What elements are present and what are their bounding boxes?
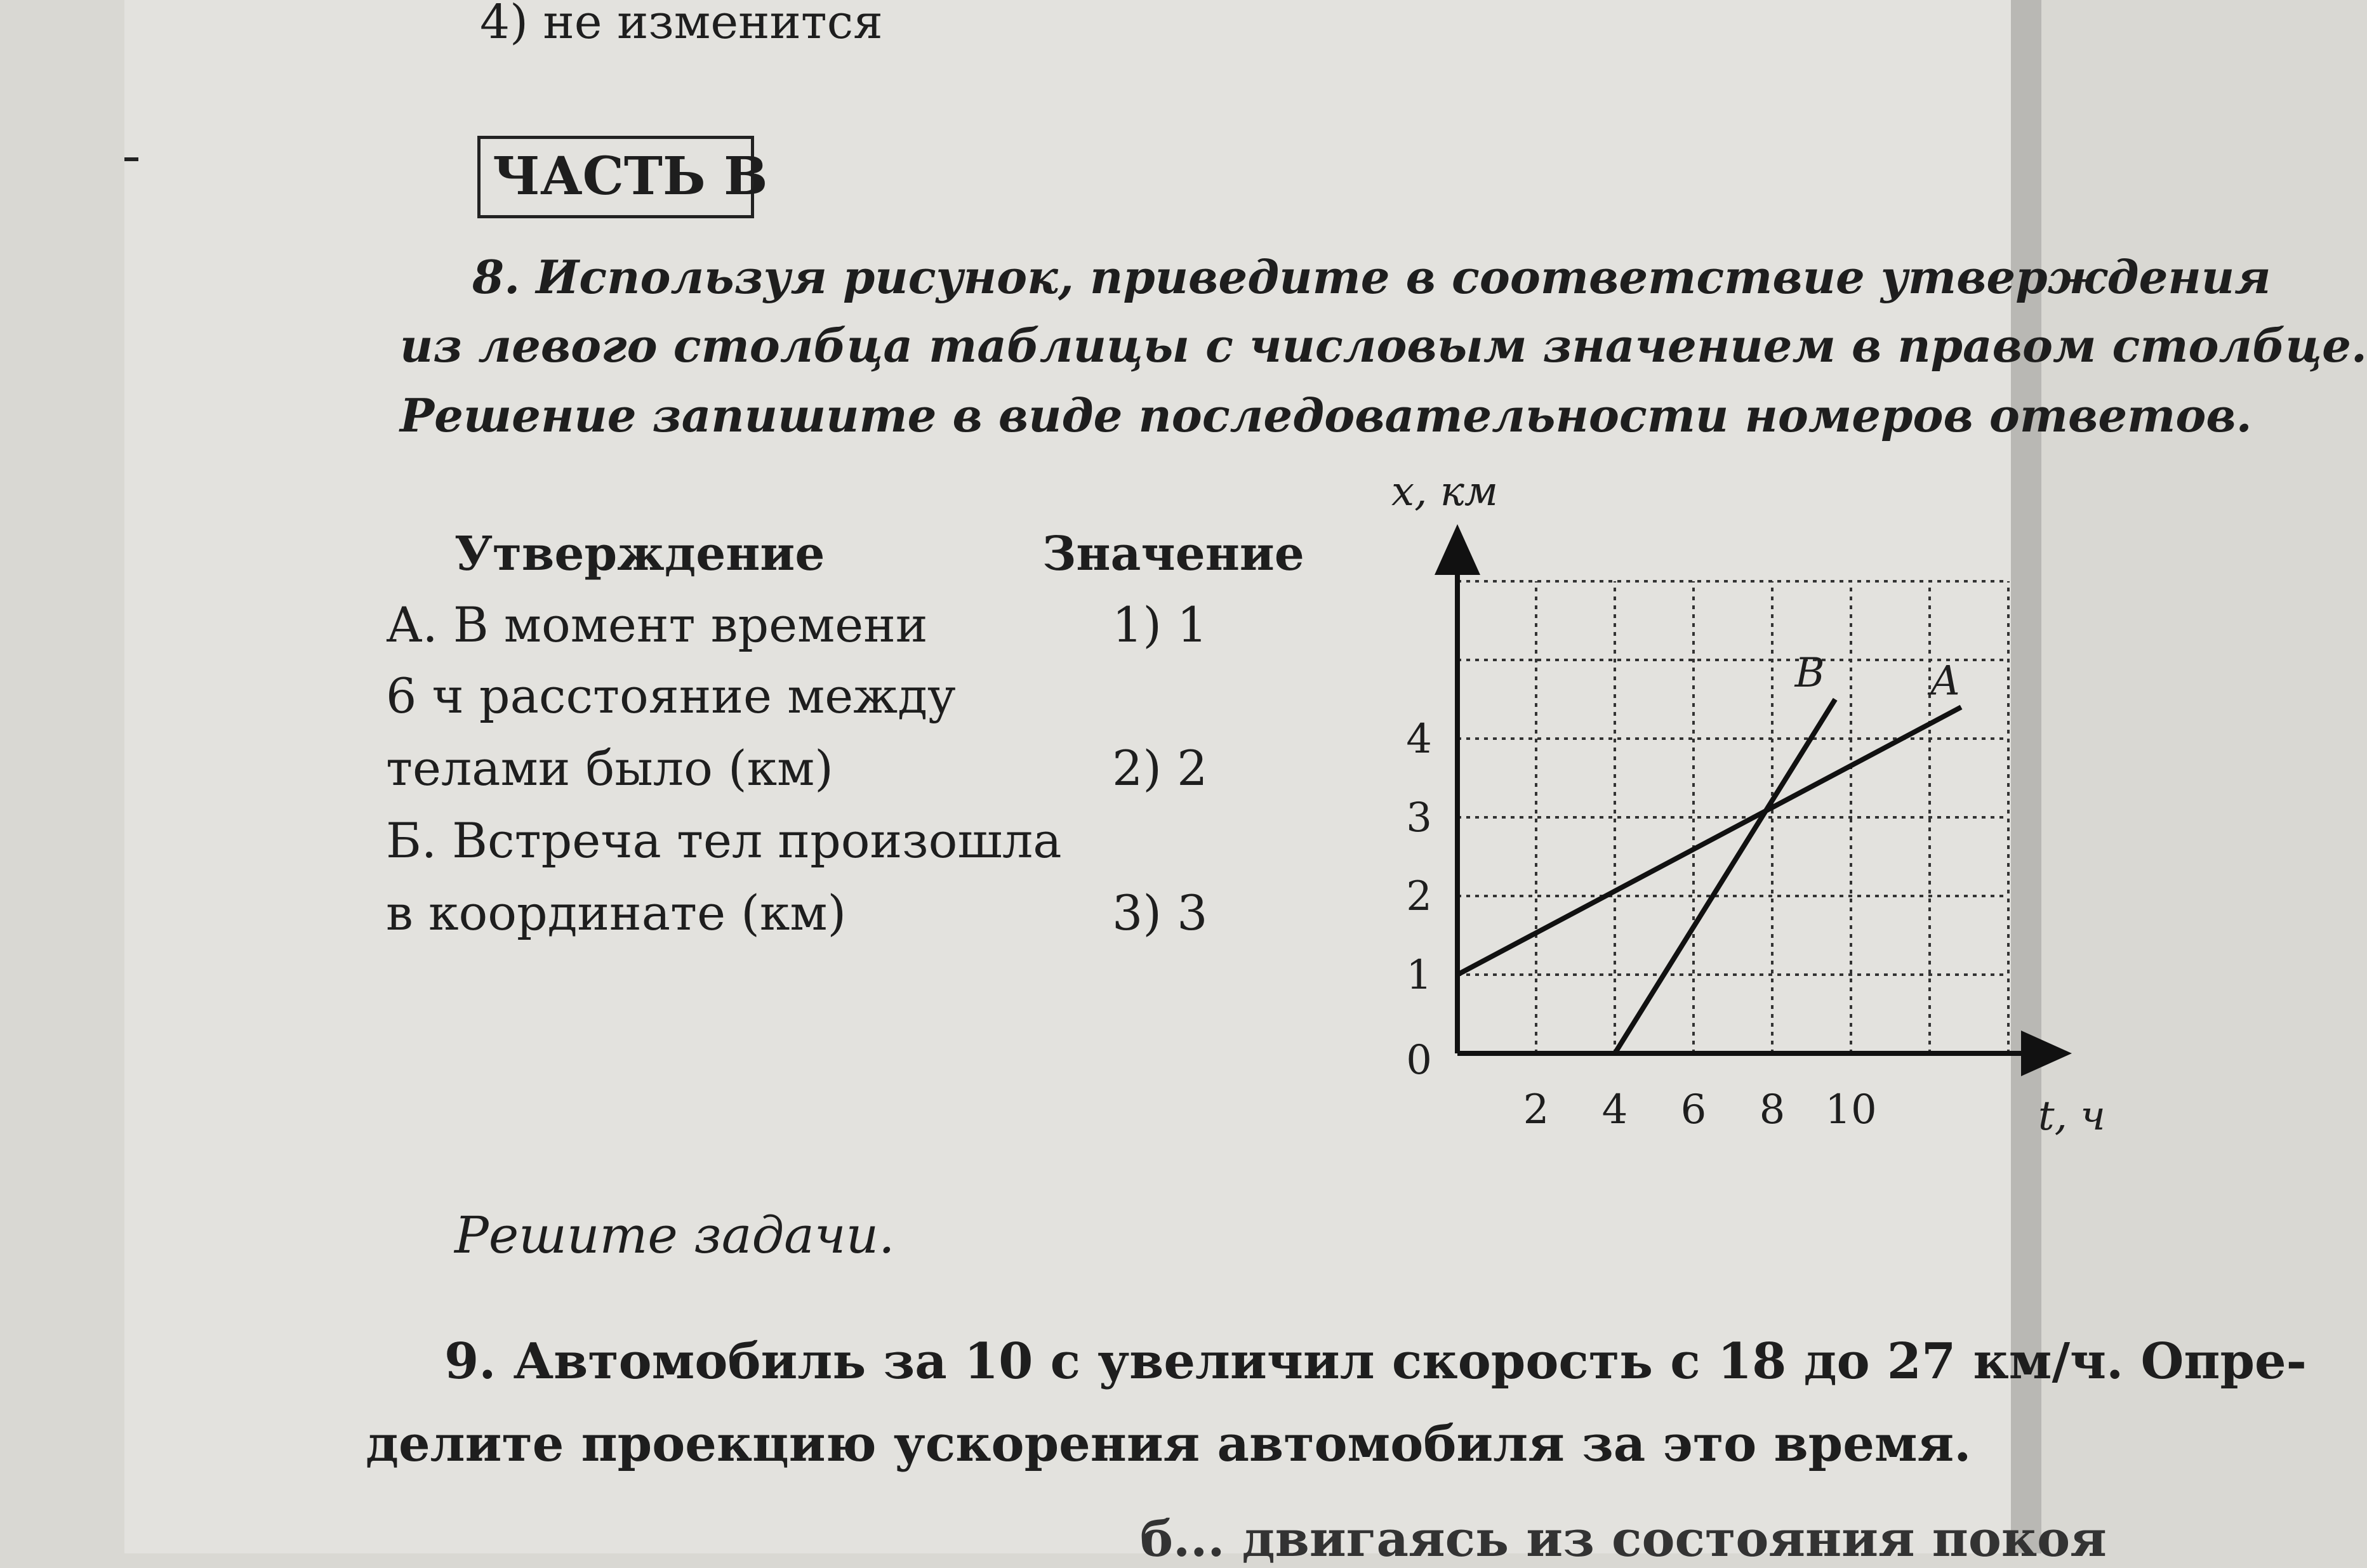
x-tick-label: 6 [1680, 1086, 1707, 1133]
value-option: 2) 2 [1112, 740, 1208, 796]
part-title: ЧАСТЬ В [493, 146, 768, 207]
y-tick-label: 0 [1406, 1037, 1432, 1084]
y-tick-label: 1 [1406, 952, 1432, 999]
x-tick-label: 4 [1601, 1086, 1628, 1133]
column-header-statement: Утверждение [454, 527, 825, 581]
worksheet-page [124, 0, 2367, 1568]
x-axis-label: t, ч [2038, 1093, 2106, 1140]
x-tick-label: 10 [1825, 1086, 1877, 1133]
y-axis-label: x, км [1391, 468, 1499, 515]
position-time-chart [1388, 457, 2106, 1140]
y-tick-label: 3 [1406, 794, 1432, 841]
series-label-b: B [1794, 650, 1825, 697]
x-axis-arrow [2021, 1031, 2072, 1076]
x-tick-label: 8 [1759, 1086, 1786, 1133]
statement-line: телами было (км) [386, 740, 833, 796]
question9-line2: делите проекцию ускорения автомобиля за это время. [366, 1415, 1972, 1473]
chart-svg [1388, 457, 2106, 1140]
statement-line: 6 ч расстояние между [386, 668, 956, 724]
y-tick-label: 4 [1406, 716, 1432, 763]
value-option: 1) 1 [1112, 596, 1208, 653]
solve-header: Решите задачи. [454, 1206, 895, 1265]
series-line-a [1457, 707, 1961, 975]
previous-answer-option: 4) не изменится [480, 0, 883, 49]
question10-fragment: б... двигаясь из состояния покоя [1140, 1510, 2107, 1568]
series-label-a: A [1930, 657, 1960, 705]
question8-line2: из левого столбца таблицы с числовым значением в правом столбце. [400, 319, 2367, 372]
x-tick-label: 2 [1523, 1086, 1549, 1133]
question8-line1: 8. Используя рисунок, приведите в соответствие утверждения [472, 250, 2271, 304]
question9-line1: 9. Автомобиль за 10 с увеличил скорость с 18 до 27 км/ч. Опре- [444, 1333, 2307, 1390]
statement-line: Б. Встреча тел произошла [386, 812, 1062, 869]
statement-line: А. В момент времени [386, 596, 928, 653]
question8-line3: Решение запишите в виде последовательности номеров ответов. [400, 388, 2252, 442]
y-tick-label: 2 [1406, 873, 1432, 920]
value-option: 3) 3 [1112, 885, 1208, 941]
column-header-value: Значение [1042, 527, 1304, 581]
page-edge-mark [124, 157, 138, 161]
y-axis-arrow [1435, 524, 1480, 575]
statement-line: в координате (км) [386, 885, 847, 941]
